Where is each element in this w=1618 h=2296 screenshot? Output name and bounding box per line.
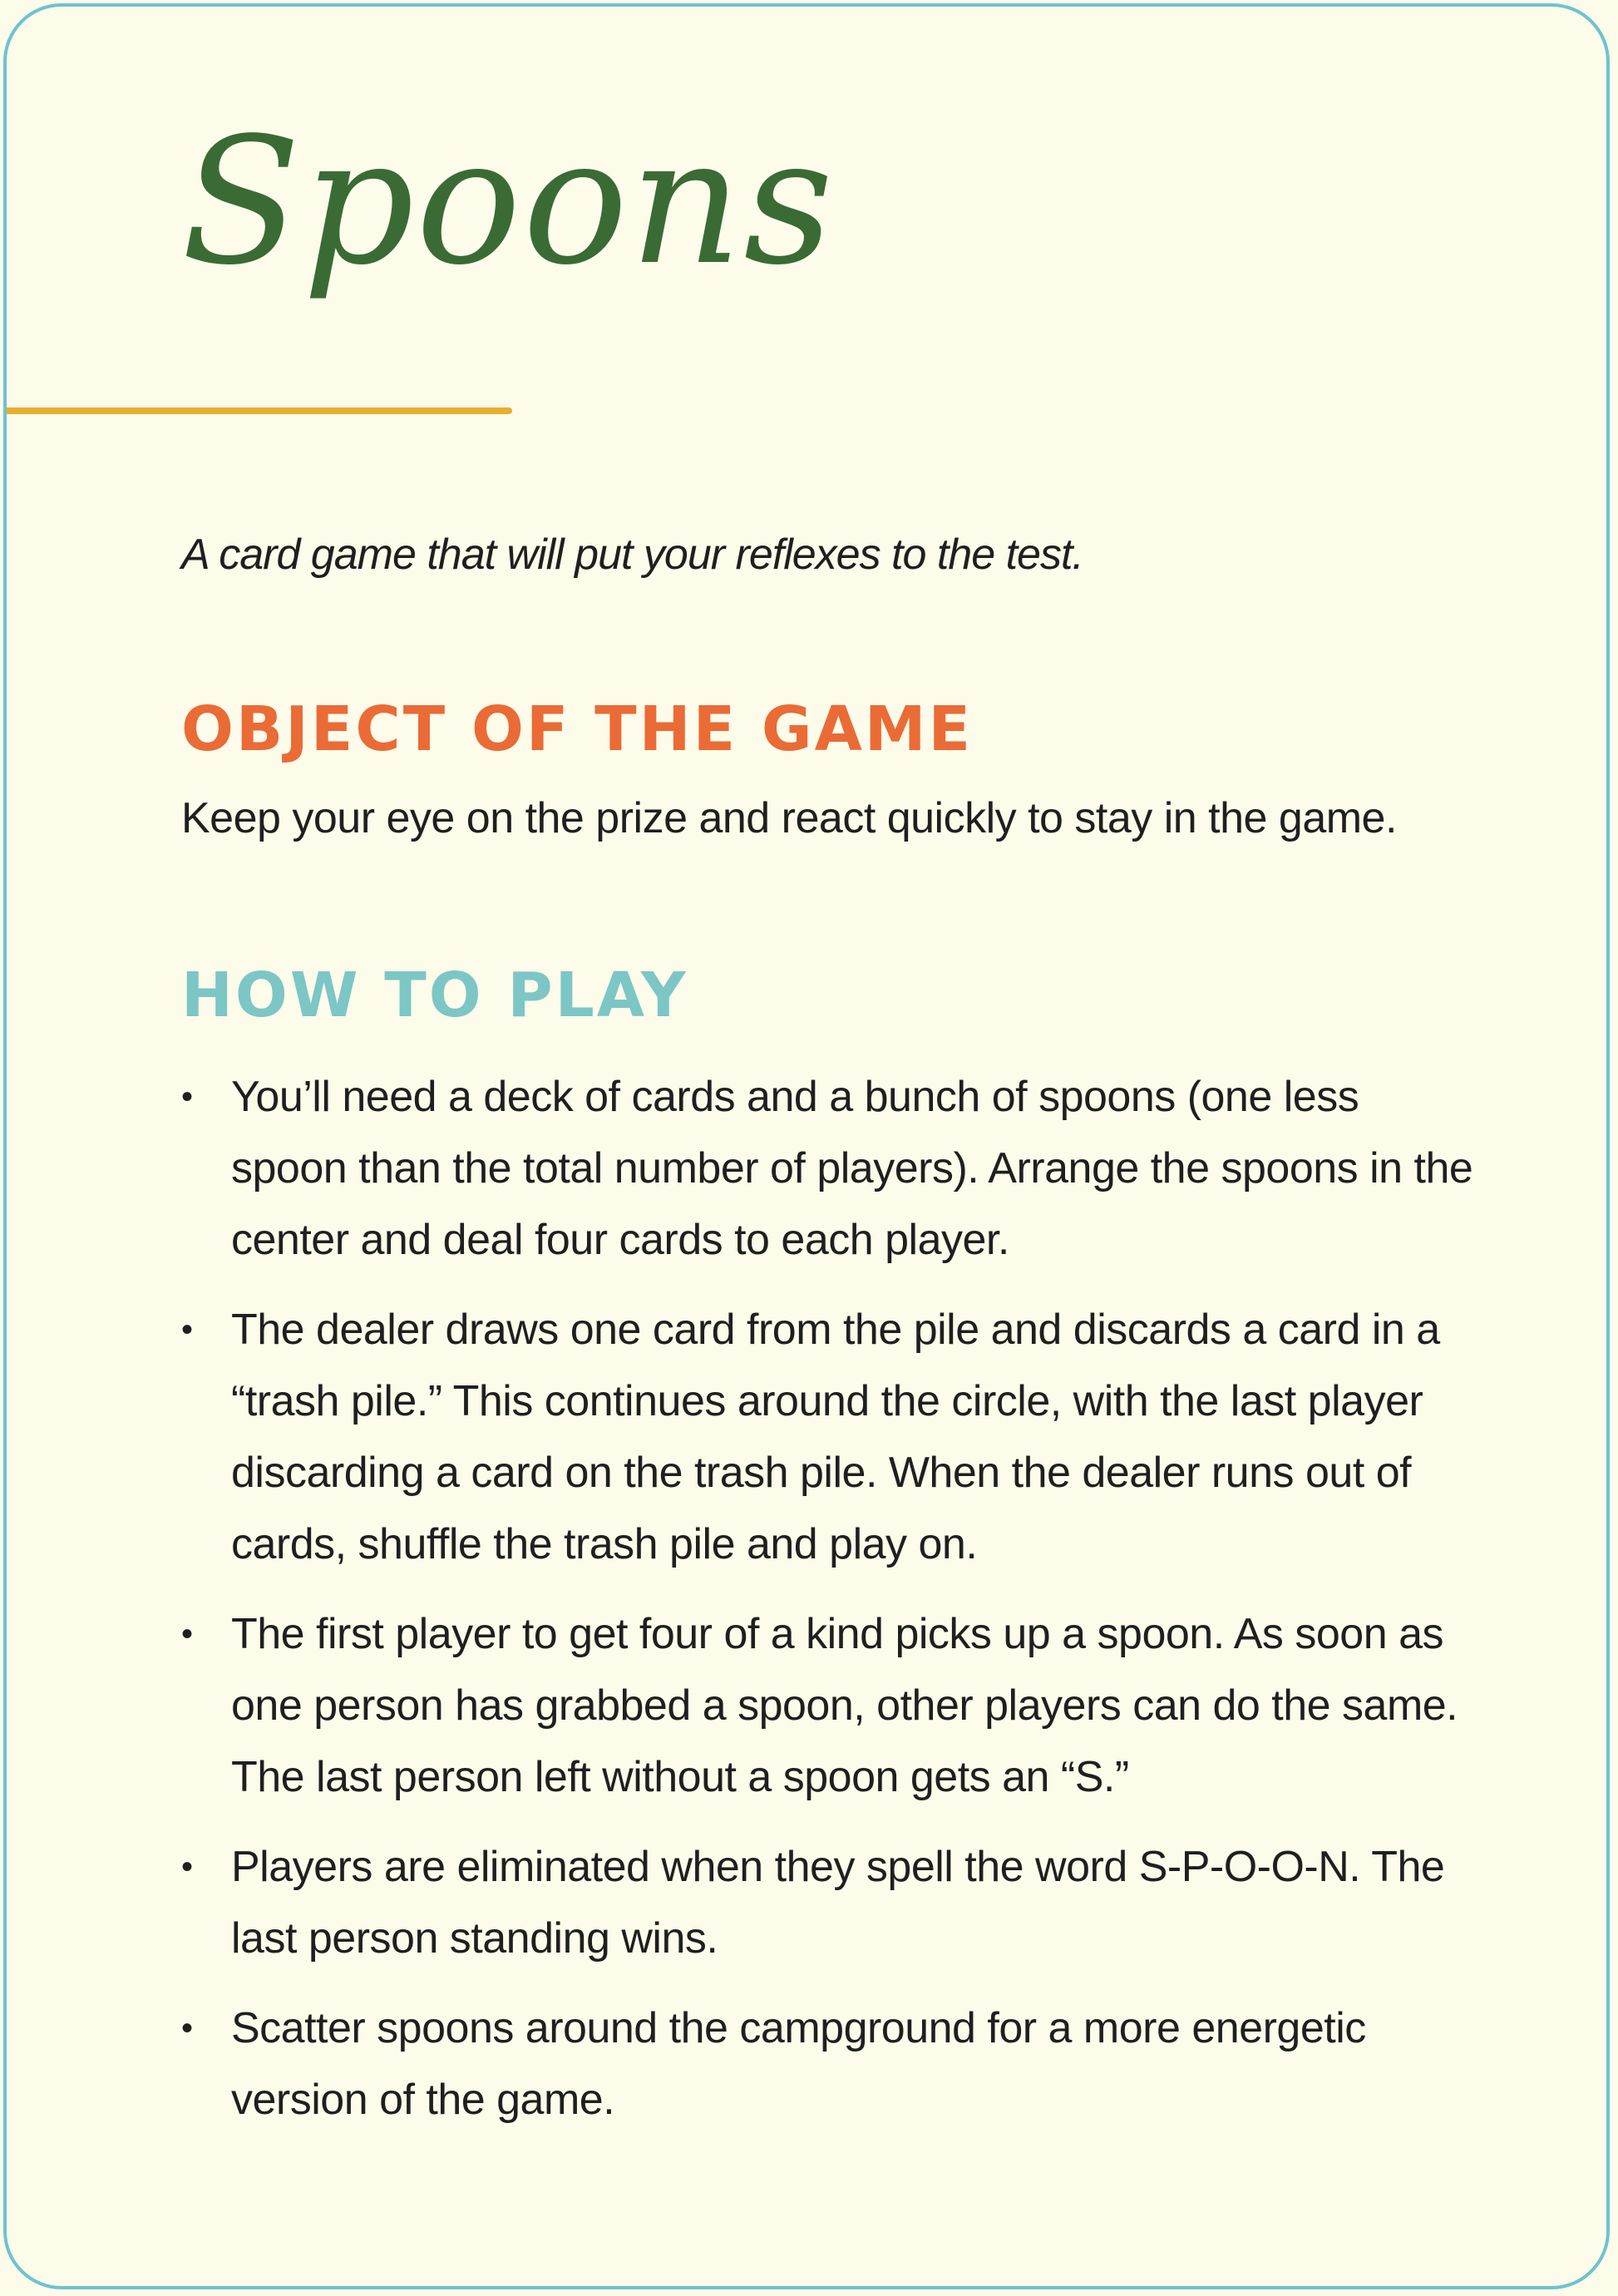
rule-text: The first player to get four of a kind picks up a spoon. As soon as one person has grabbed a spoon, other players can do the same. The last person left without a spoon gets an “S.” bbox=[231, 1610, 1458, 1801]
rule-text: You’ll need a deck of cards and a bunch of spoons (one less spoon than the total number of players). Arrange the spoons in the center and deal four cards to each player. bbox=[231, 1073, 1473, 1264]
game-card bbox=[3, 3, 1610, 2289]
rule-text: The dealer draws one card from the pile and discards a card in a “trash pile.” This continues around the circle, with the last player discarding a card on the trash pile. When the dealer runs out of cards, shuffle the trash pile and play on. bbox=[231, 1306, 1440, 1568]
rule-text: Scatter spoons around the campground for a more energetic version of the game. bbox=[231, 2004, 1366, 2124]
bullet-icon: • bbox=[181, 1849, 193, 1885]
bullet-icon: • bbox=[181, 1616, 193, 1652]
bullet-icon: • bbox=[181, 1079, 193, 1115]
list-item bbox=[181, 1598, 1478, 1813]
object-heading: OBJECT OF THE GAME bbox=[181, 694, 974, 765]
list-item bbox=[181, 1061, 1478, 1276]
card-title: Spoons bbox=[181, 100, 836, 304]
object-text: Keep your eye on the prize and react quickly to stay in the game. bbox=[181, 794, 1397, 842]
rules-list bbox=[181, 1061, 1478, 2154]
how-to-play-heading: HOW TO PLAY bbox=[181, 960, 688, 1031]
bullet-icon: • bbox=[181, 1311, 193, 1348]
list-item bbox=[181, 1831, 1478, 1974]
rule-text: Players are eliminated when they spell the word S-P-O-O-N. The last person standing wins. bbox=[231, 1843, 1445, 1963]
tagline: A card game that will put your reflexes to the test. bbox=[181, 531, 1083, 579]
title-underline bbox=[7, 407, 512, 414]
list-item bbox=[181, 1992, 1478, 2136]
bullet-icon: • bbox=[181, 2010, 193, 2047]
list-item bbox=[181, 1294, 1478, 1580]
